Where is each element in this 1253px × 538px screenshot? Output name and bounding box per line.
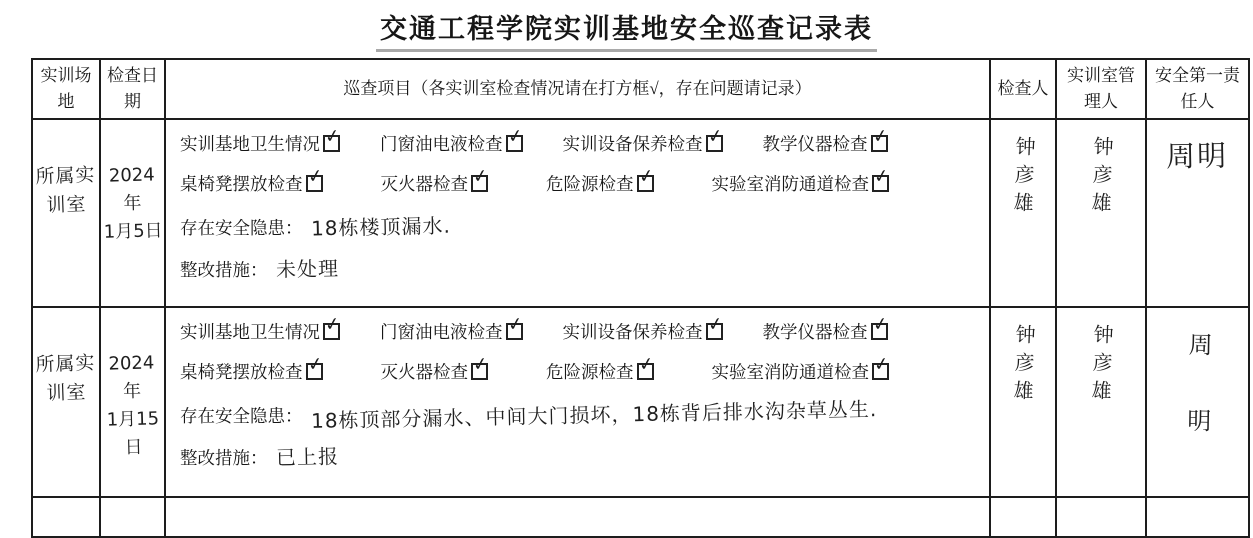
header-items: 巡查项目（各实训室检查情况请在打方框√，存在问题请记录） bbox=[165, 59, 990, 119]
checked-checkbox-icon bbox=[636, 352, 656, 380]
row2-manager-signature: 钟彦雄 bbox=[1087, 323, 1114, 409]
partial-next-row bbox=[32, 497, 1249, 537]
action-label: 整改措施： bbox=[180, 260, 268, 280]
row2-site-cell bbox=[32, 307, 100, 497]
checked-checkbox-icon bbox=[872, 164, 891, 192]
checked-checkbox-icon bbox=[870, 312, 890, 340]
row2-responsible-signature: 周明 bbox=[1181, 331, 1213, 485]
checked-checkbox-icon bbox=[870, 124, 890, 152]
check-mark-icon: ✓ bbox=[505, 312, 525, 337]
row1-responsible-signature: 周明 bbox=[1166, 138, 1229, 174]
check-item-label: 危险源检查 bbox=[546, 362, 634, 382]
checked-checkbox-icon bbox=[636, 164, 656, 192]
check-item bbox=[380, 124, 525, 156]
checked-checkbox-icon bbox=[505, 312, 525, 340]
check-mark-icon: ✓ bbox=[505, 124, 525, 149]
check-item-label: 门窗油电液检查 bbox=[380, 322, 503, 342]
check-mark-icon: ✓ bbox=[705, 312, 725, 337]
check-item-label: 实训设备保养检查 bbox=[562, 322, 703, 342]
check-item bbox=[762, 124, 890, 156]
row2-check-line-2 bbox=[180, 352, 979, 384]
check-mark-icon: ✓ bbox=[636, 352, 656, 377]
check-item bbox=[546, 164, 656, 196]
row1-check-line-1 bbox=[180, 124, 979, 156]
partial-cell bbox=[1146, 497, 1249, 537]
check-mark-icon: ✓ bbox=[305, 164, 325, 189]
header-row bbox=[32, 59, 1249, 119]
partial-cell bbox=[165, 497, 990, 537]
row2-inspector-cell bbox=[990, 307, 1056, 497]
row1-manager-cell bbox=[1056, 119, 1146, 307]
row1-action-handwriting: 未处理 bbox=[275, 256, 339, 282]
check-item bbox=[546, 352, 656, 384]
hazard-label: 存在安全隐患： bbox=[180, 406, 303, 426]
page-title-text: 交通工程学院实训基地安全巡查记录表 bbox=[376, 7, 877, 52]
row2-date-cell bbox=[100, 307, 165, 497]
header-responsible: 安全第一责任人 bbox=[1146, 59, 1249, 119]
check-item bbox=[762, 312, 890, 344]
check-item-label: 危险源检查 bbox=[546, 174, 634, 194]
check-item bbox=[180, 124, 342, 156]
row1-date-year: 2024年 bbox=[108, 164, 155, 215]
checked-checkbox-icon bbox=[323, 124, 342, 152]
row2-responsible-cell bbox=[1146, 307, 1249, 497]
header-inspector: 检查人 bbox=[990, 59, 1056, 119]
row1-hazard-line bbox=[180, 211, 979, 240]
check-item bbox=[380, 352, 490, 384]
row2-date-day: 1月15日 bbox=[106, 408, 160, 459]
row1-check-line-2 bbox=[180, 164, 979, 196]
check-item bbox=[562, 124, 725, 156]
checked-checkbox-icon bbox=[305, 164, 325, 192]
check-item-label: 门窗油电液检查 bbox=[380, 134, 503, 154]
row1-site-handwriting: 所属实训室 bbox=[35, 163, 96, 217]
hazard-label: 存在安全隐患： bbox=[180, 218, 303, 238]
check-mark-icon: ✓ bbox=[471, 164, 490, 189]
partial-cell bbox=[990, 497, 1056, 537]
row1-responsible-cell bbox=[1146, 119, 1249, 307]
check-mark-icon: ✓ bbox=[636, 164, 656, 189]
row2-items-cell bbox=[165, 307, 990, 497]
row2-date-handwriting bbox=[100, 349, 166, 463]
checked-checkbox-icon bbox=[471, 352, 490, 380]
check-mark-icon: ✓ bbox=[872, 352, 891, 377]
row2-inspector-signature: 钟彦雄 bbox=[1009, 323, 1036, 409]
check-mark-icon: ✓ bbox=[323, 312, 342, 337]
check-item bbox=[711, 164, 891, 196]
table-row bbox=[32, 119, 1249, 307]
row2-date-year: 2024年 bbox=[108, 352, 155, 403]
row2-action-line bbox=[180, 441, 979, 470]
checked-checkbox-icon bbox=[505, 124, 525, 152]
header-date: 检查日期 bbox=[100, 59, 165, 119]
row1-action-line bbox=[180, 253, 979, 282]
check-item-label: 实验室消防通道检查 bbox=[711, 362, 869, 382]
check-item-label: 实训设备保养检查 bbox=[562, 134, 703, 154]
inspection-table bbox=[31, 58, 1250, 538]
check-item-label: 桌椅凳摆放检查 bbox=[180, 362, 303, 382]
checked-checkbox-icon bbox=[471, 164, 490, 192]
row1-date-handwriting bbox=[100, 161, 165, 247]
check-item-label: 教学仪器检查 bbox=[762, 134, 868, 154]
row2-manager-cell bbox=[1056, 307, 1146, 497]
check-item bbox=[180, 352, 325, 384]
check-item bbox=[562, 312, 725, 344]
checked-checkbox-icon bbox=[872, 352, 891, 380]
check-mark-icon: ✓ bbox=[870, 124, 890, 149]
row1-date-cell bbox=[100, 119, 165, 307]
check-mark-icon: ✓ bbox=[323, 124, 342, 149]
row1-inspector-signature: 钟彦雄 bbox=[1009, 135, 1036, 221]
table-row bbox=[32, 307, 1249, 497]
row1-inspector-cell bbox=[990, 119, 1056, 307]
row2-action-handwriting: 已上报 bbox=[275, 444, 339, 470]
check-item-label: 灭火器检查 bbox=[380, 362, 468, 382]
row2-hazard-line bbox=[180, 397, 979, 433]
row2-hazard-handwriting: 18栋顶部分漏水、中间大门损坏，18栋背后排水沟杂草丛生. bbox=[310, 397, 877, 433]
row1-hazard-handwriting: 18栋楼顶漏水. bbox=[310, 213, 451, 241]
partial-cell bbox=[100, 497, 165, 537]
check-item-label: 实训基地卫生情况 bbox=[180, 134, 320, 154]
checked-checkbox-icon bbox=[323, 312, 342, 340]
scanned-inspection-form bbox=[0, 7, 1253, 505]
checked-checkbox-icon bbox=[705, 312, 725, 340]
row1-manager-signature: 钟彦雄 bbox=[1087, 135, 1114, 221]
check-mark-icon: ✓ bbox=[305, 352, 325, 377]
check-item-label: 实验室消防通道检查 bbox=[711, 174, 869, 194]
check-mark-icon: ✓ bbox=[872, 164, 891, 189]
row1-items-cell bbox=[165, 119, 990, 307]
check-mark-icon: ✓ bbox=[705, 124, 725, 149]
check-item bbox=[380, 164, 490, 196]
check-item bbox=[380, 312, 525, 344]
partial-cell bbox=[32, 497, 100, 537]
row2-site-handwriting: 所属实训室 bbox=[35, 351, 96, 405]
partial-cell bbox=[1056, 497, 1146, 537]
check-item-label: 实训基地卫生情况 bbox=[180, 322, 320, 342]
row1-site-cell bbox=[32, 119, 100, 307]
check-item-label: 桌椅凳摆放检查 bbox=[180, 174, 303, 194]
action-label: 整改措施： bbox=[180, 448, 268, 468]
page-title bbox=[0, 7, 1253, 52]
check-mark-icon: ✓ bbox=[471, 352, 490, 377]
row2-check-line-1 bbox=[180, 312, 979, 344]
check-item bbox=[711, 352, 891, 384]
checked-checkbox-icon bbox=[705, 124, 725, 152]
check-item bbox=[180, 312, 342, 344]
row1-date-day: 1月5日 bbox=[103, 220, 163, 243]
header-manager: 实训室管理人 bbox=[1056, 59, 1146, 119]
check-item bbox=[180, 164, 325, 196]
checked-checkbox-icon bbox=[305, 352, 325, 380]
check-item-label: 教学仪器检查 bbox=[762, 322, 868, 342]
check-item-label: 灭火器检查 bbox=[380, 174, 468, 194]
header-site: 实训场地 bbox=[32, 59, 100, 119]
check-mark-icon: ✓ bbox=[870, 312, 890, 337]
